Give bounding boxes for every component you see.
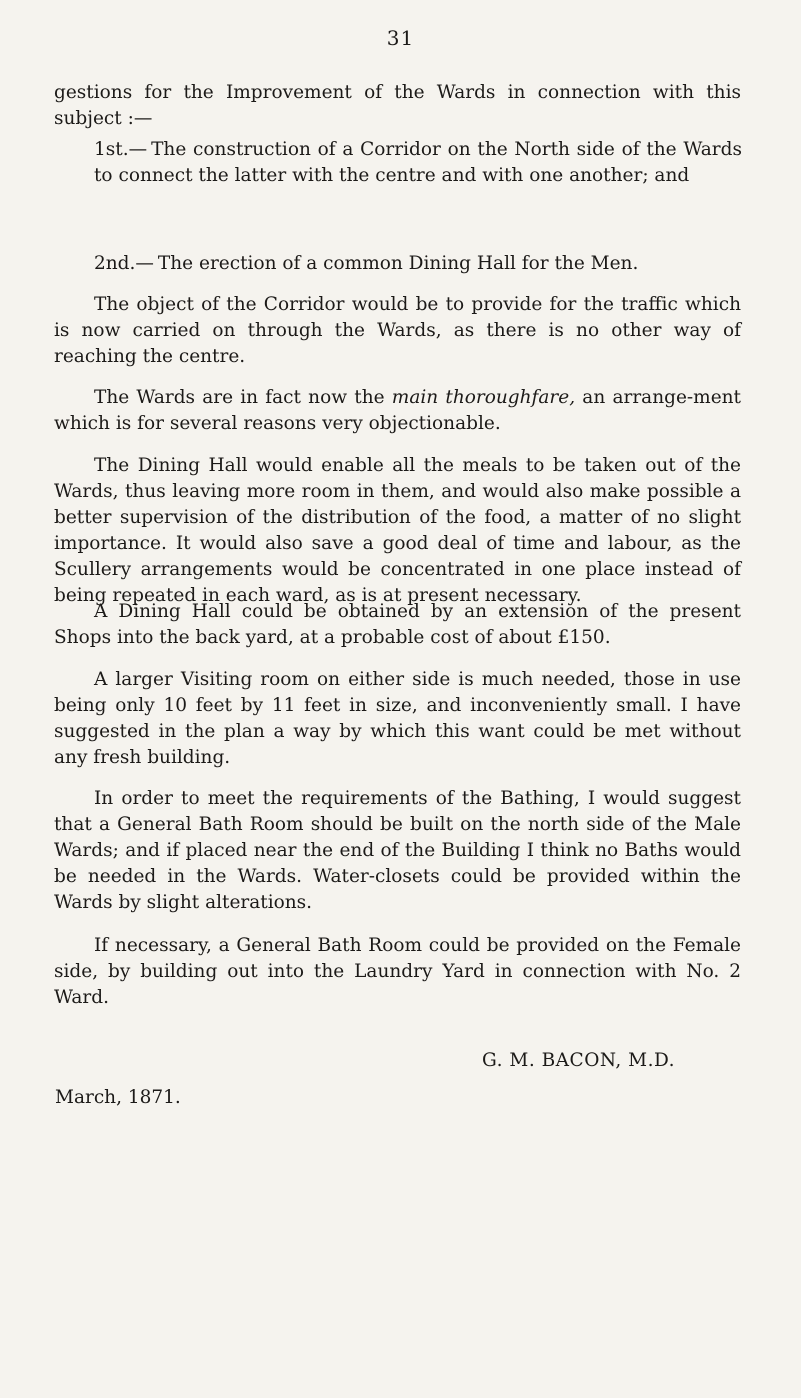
list-item-2-lead: 2nd.— <box>94 253 154 274</box>
paragraph-dining-hall-cost: A Dining Hall could be obtained by an extension of the present Shops into the back yard, at a probable cost of about £150. <box>54 601 741 648</box>
list-item-1-text: The construction of a Corridor on the North side of the Wards to connect the latter with the centre and with one another; and <box>94 139 742 186</box>
list-item-1-lead: 1st.— <box>94 139 148 160</box>
paragraph-bathing: In order to meet the requirements of the Bathing, I would suggest that a General Bath Room should be built on the north side of the Male Wards; and if placed near the end of the Building I think no Baths would be needed in the Wards. Water-closets could be provided within the Wards by slight alterations. <box>54 788 741 913</box>
list-item-2 <box>94 251 742 277</box>
paragraph-dining-hall: The Dining Hall would enable all the meals to be taken out of the Wards, thus leaving more room in them, and would also make possible a better supervision of the distribution of the food, a matter of no slight importance. It would also save a good deal of time and labour, as the Scullery arrangements would be concentrated in one place instead of being repeated in each ward, as is at present necessary. <box>54 455 741 606</box>
paragraph-thoroughfare-italic: main thoroughfare, <box>391 387 576 408</box>
page-number: 31 <box>386 26 415 50</box>
paragraph-thoroughfare <box>54 385 741 437</box>
paragraph-female-bath: If necessary, a General Bath Room could be provided on the Female side, by building out into the Laundry Yard in connection with No. 2 Ward. <box>54 935 741 1008</box>
list-item-1 <box>94 137 742 189</box>
date: March, 1871. <box>55 1087 181 1108</box>
paragraph-corridor: The object of the Corridor would be to provide for the traffic which is now carried on through the Wards, as there is no other way of reaching the centre. <box>54 294 741 367</box>
paragraph-thoroughfare-after: an arrange-ment which is for several reasons very objectionable. <box>54 387 741 434</box>
intro-text: gestions for the Improvement of the Wards in connection with this subject :— <box>54 82 741 129</box>
list-item-2-text: The erection of a common Dining Hall for the Men. <box>157 253 639 274</box>
signature: G. M. BACON, M.D. <box>482 1050 676 1071</box>
paragraph-visiting-room: A larger Visiting room on either side is much needed, those in use being only 10 feet by 11 feet in size, and inconveniently small. I have suggested in the plan a way by which this want could be met without any fresh building. <box>54 669 741 768</box>
paragraph-thoroughfare-before: The Wards are in fact now the <box>94 387 392 408</box>
